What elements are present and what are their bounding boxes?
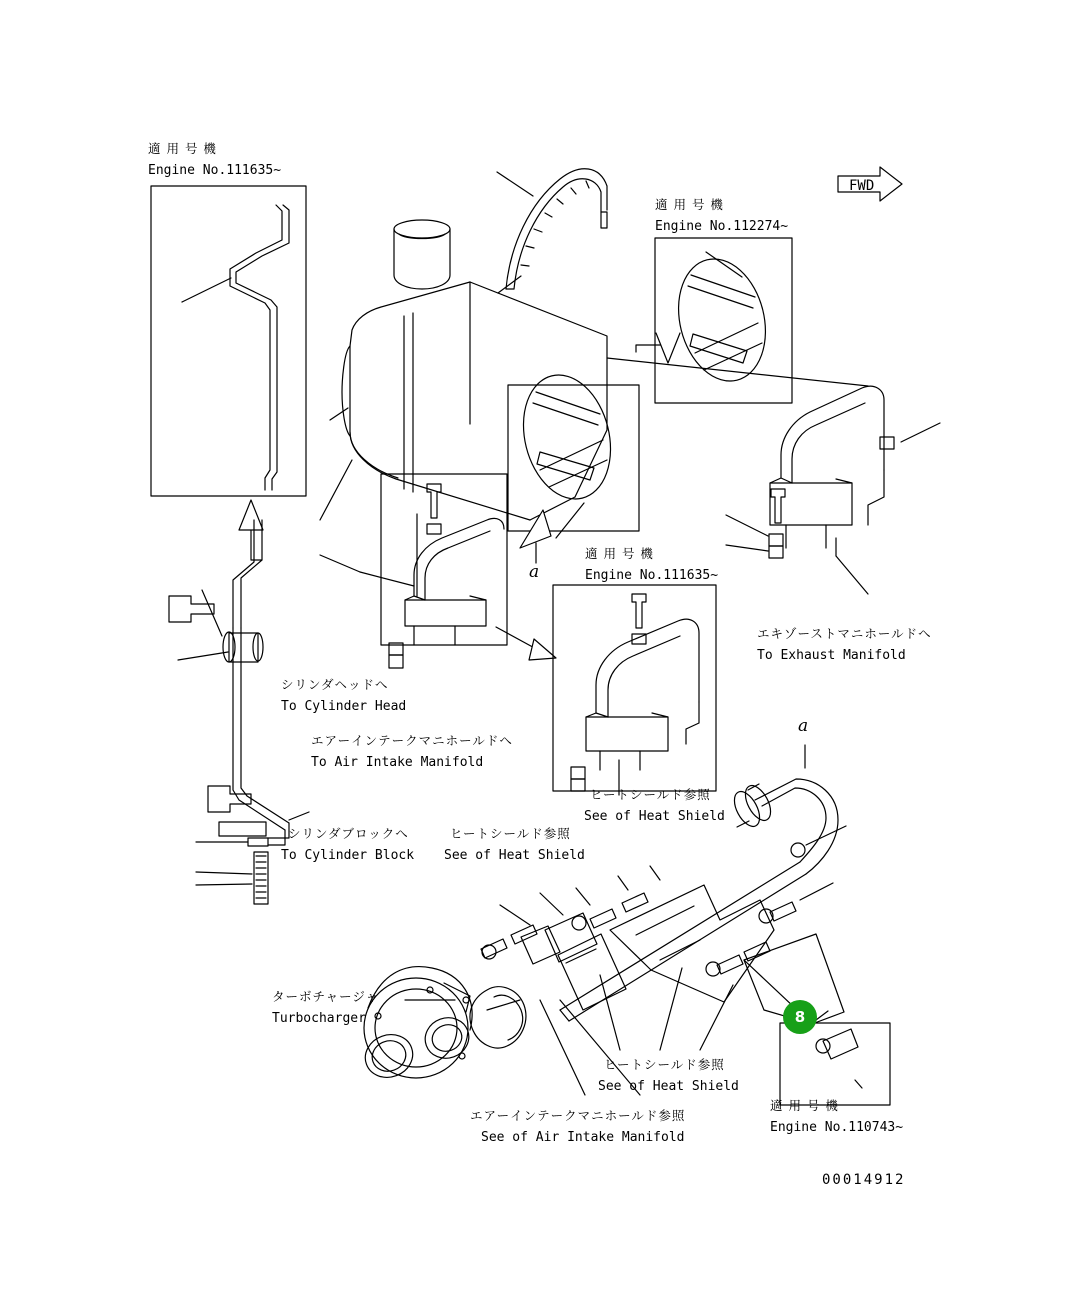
label-see-of-heat-shield-mid-jp: ヒートシールド参照 bbox=[590, 787, 711, 802]
label-see-of-heat-shield-left-jp: ヒートシールド参照 bbox=[450, 826, 571, 841]
label-to-cylinder-head-jp: シリンダヘッドへ bbox=[281, 677, 389, 692]
label-applicable-engine-111635-top-en: Engine No.111635~ bbox=[148, 163, 282, 178]
reference-mark-a-lower: a bbox=[798, 716, 809, 736]
label-see-of-heat-shield-left-en: See of Heat Shield bbox=[444, 848, 585, 863]
label-to-exhaust-manifold-jp: エキゾーストマニホールドへ bbox=[757, 626, 932, 641]
label-applicable-engine-111635-mid-jp: 適 用 号 機 bbox=[585, 546, 654, 561]
label-see-of-air-intake-manifold-jp: エアーインテークマニホールド参照 bbox=[470, 1108, 686, 1123]
label-applicable-engine-110743-en: Engine No.110743~ bbox=[770, 1120, 904, 1135]
label-to-air-intake-manifold-jp: エアーインテークマニホールドへ bbox=[311, 733, 513, 748]
label-applicable-engine-111635-top-jp: 適 用 号 機 bbox=[148, 141, 217, 156]
drawing-number: 00014912 bbox=[822, 1172, 906, 1188]
label-turbocharger-en: Turbocharger bbox=[272, 1011, 366, 1026]
label-to-cylinder-head-en: To Cylinder Head bbox=[281, 699, 407, 714]
label-see-of-heat-shield-bottom-en: See of Heat Shield bbox=[598, 1079, 739, 1094]
label-to-exhaust-manifold-en: To Exhaust Manifold bbox=[757, 648, 906, 663]
label-applicable-engine-112274-jp: 適 用 号 機 bbox=[655, 197, 724, 212]
label-to-air-intake-manifold-en: To Air Intake Manifold bbox=[311, 755, 484, 770]
label-see-of-heat-shield-mid-en: See of Heat Shield bbox=[584, 809, 725, 824]
label-to-cylinder-block-jp: シリンダブロックへ bbox=[288, 826, 409, 841]
label-see-of-air-intake-manifold-en: See of Air Intake Manifold bbox=[481, 1130, 685, 1145]
label-applicable-engine-111635-mid-en: Engine No.111635~ bbox=[585, 568, 719, 583]
label-applicable-engine-112274-en: Engine No.112274~ bbox=[655, 219, 789, 234]
item-callout-8[interactable]: 8 bbox=[783, 1000, 817, 1034]
reference-mark-a-upper: a bbox=[529, 562, 540, 582]
label-to-cylinder-block-en: To Cylinder Block bbox=[281, 848, 415, 863]
fwd-arrow-label: FWD bbox=[849, 178, 875, 194]
label-see-of-heat-shield-bottom-jp: ヒートシールド参照 bbox=[604, 1057, 725, 1072]
label-turbocharger-jp: ターボチャージャ bbox=[272, 989, 380, 1004]
label-applicable-engine-110743-jp: 適 用 号 機 bbox=[770, 1098, 839, 1113]
